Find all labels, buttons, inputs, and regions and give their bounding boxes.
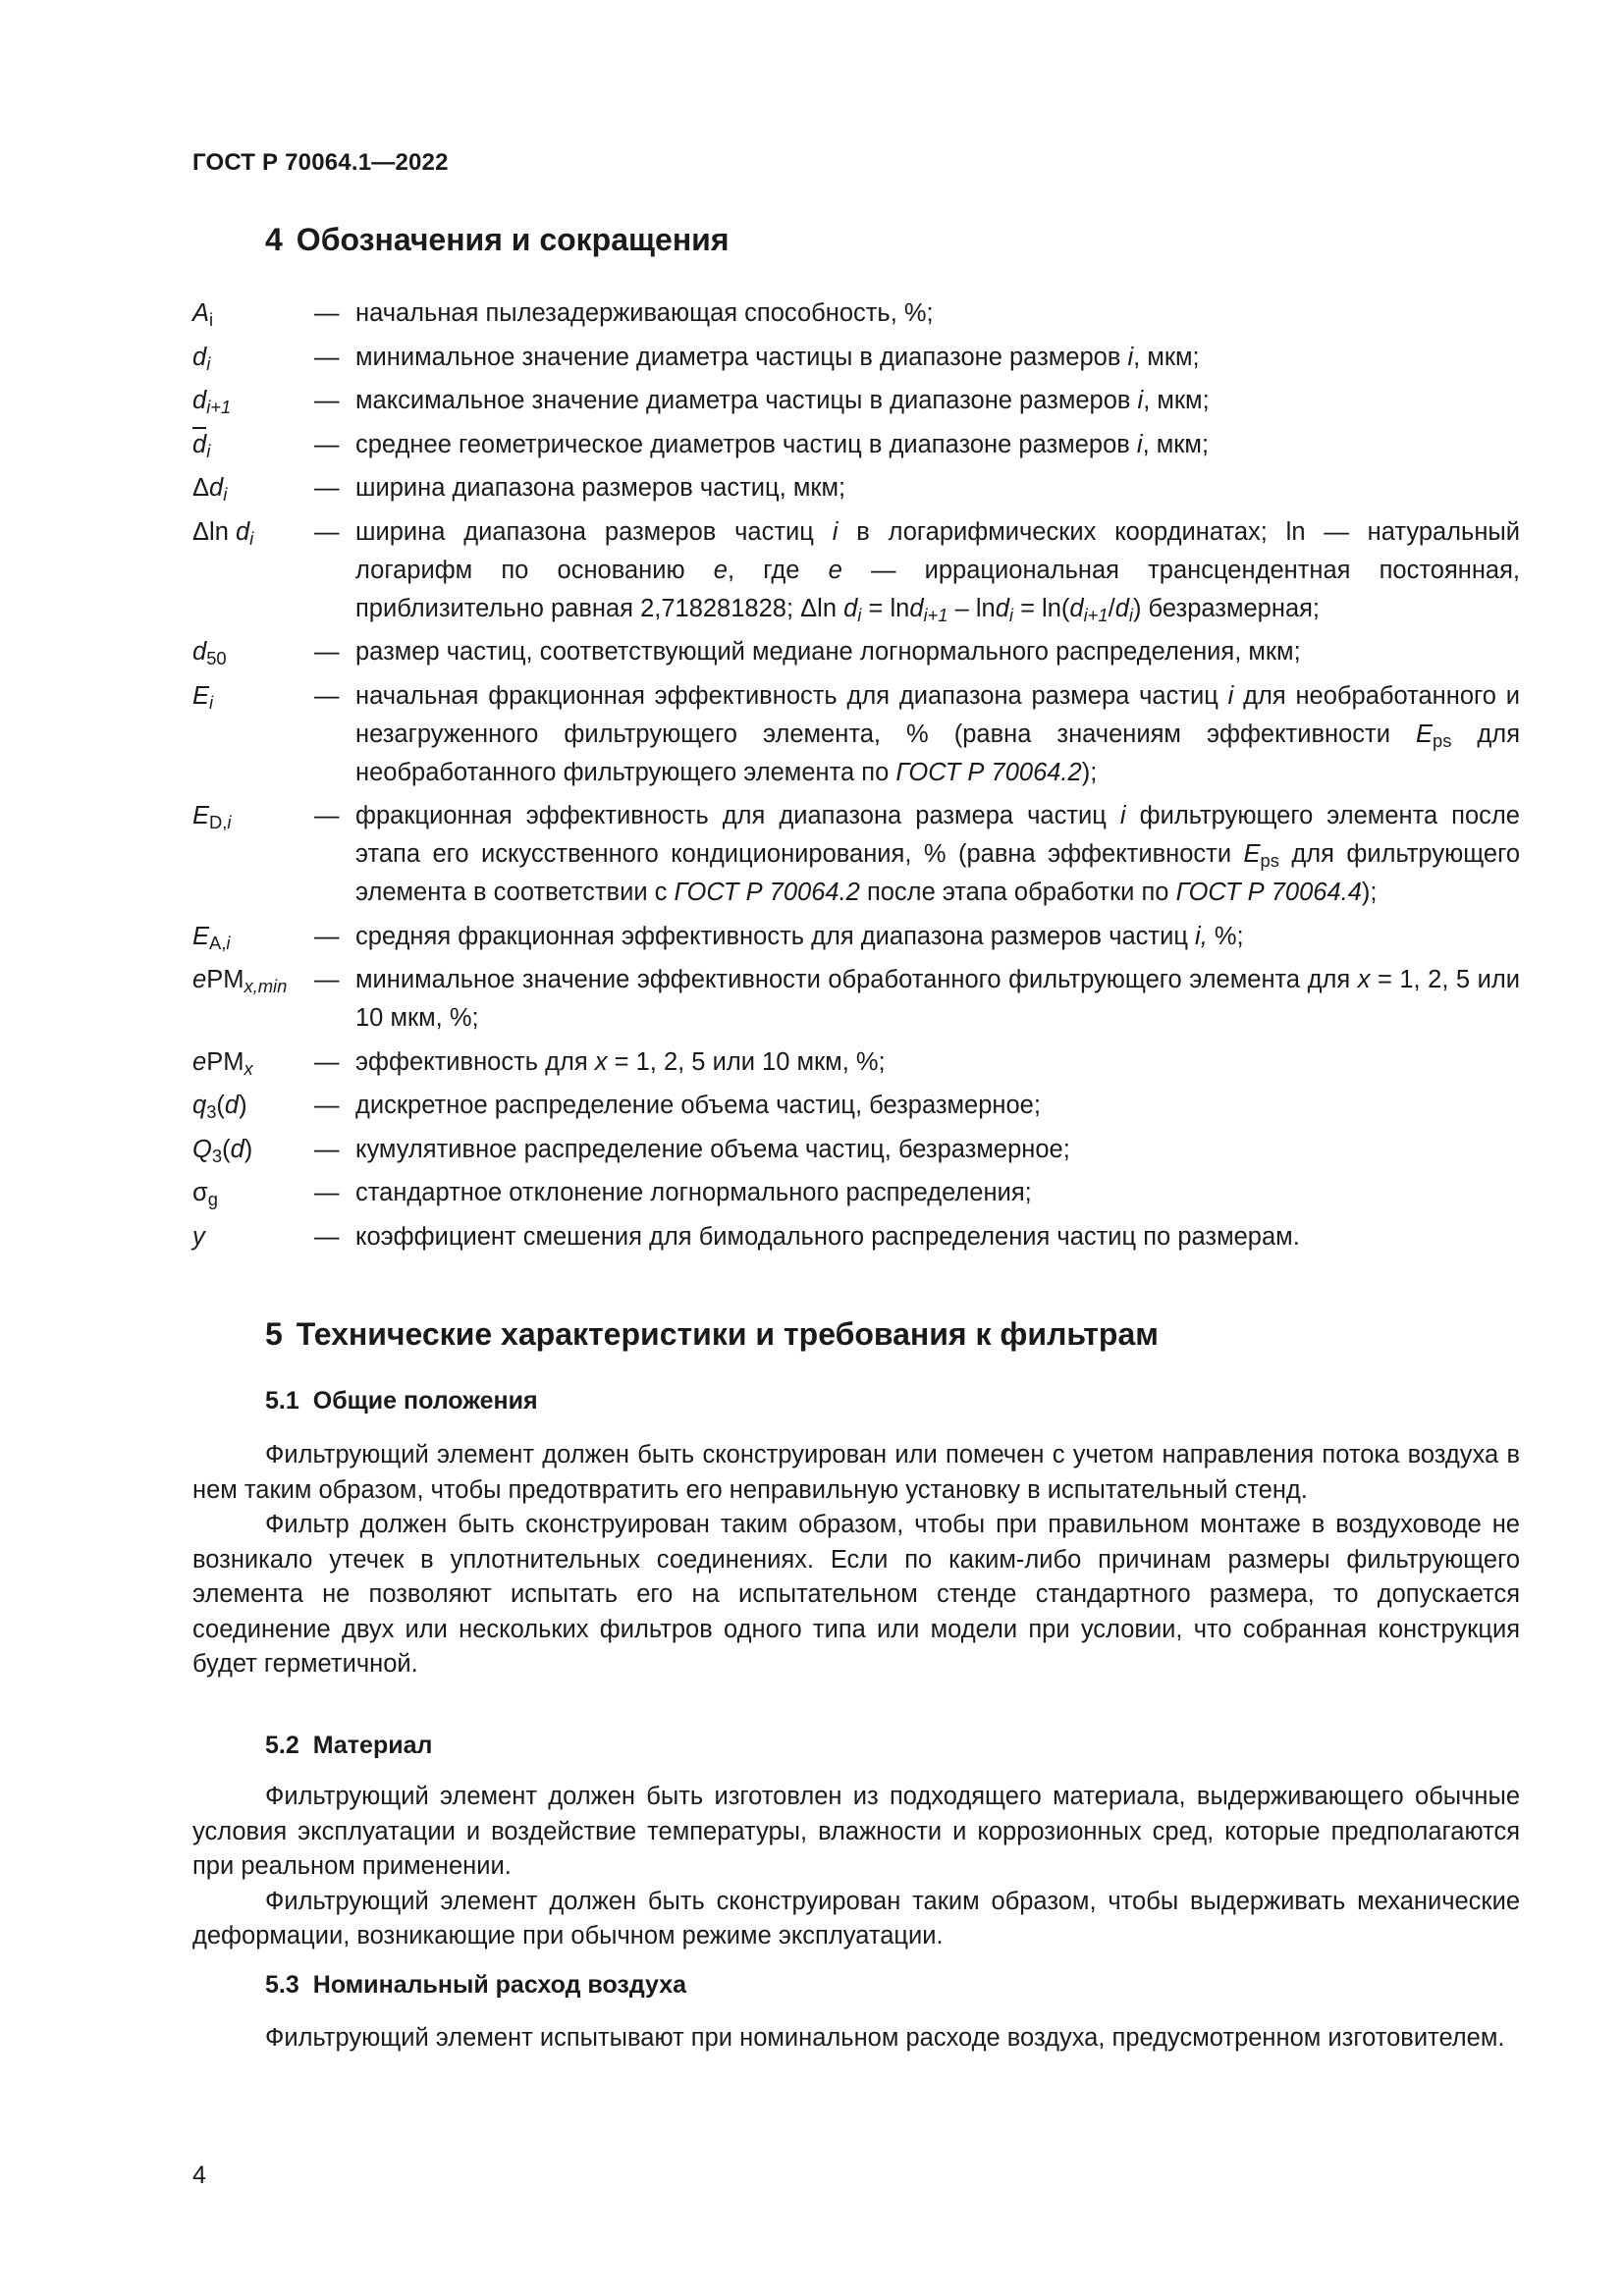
symbol: $d_{i+1}$ [192, 387, 232, 418]
symbol-row-q3 [192, 1087, 1520, 1125]
symbol: $q_3(d)$ [192, 1092, 247, 1123]
definition: эффективность для x = 1, 2, 5 или 10 мкм, %; [355, 1047, 886, 1076]
subsection-number: 5.3 [265, 1971, 299, 1999]
dash: — [314, 1135, 340, 1163]
subsection-title: Материал [312, 1732, 433, 1759]
definition: максимальное значение диаметра частицы в диапазоне размеров i, мкм; [355, 387, 1210, 414]
section-title: Технические характеристики и требования к фильтрам [296, 1316, 1159, 1352]
subsection-5-3-heading [265, 1971, 686, 2000]
symbol-row-Ai [192, 294, 1520, 333]
symbol: $Q_3(d)$ [192, 1135, 253, 1166]
symbol: y [192, 1222, 205, 1251]
paragraph: Фильтрующий элемент должен быть изготовлен из подходящего материала, выдерживающего обычные условия эксплуатации и воздействие температуры, влажности и коррозионных сред, которые предполагаются при реальном применении. [192, 1783, 1520, 1880]
definition: кумулятивное распределение объема частиц, безразмерное; [355, 1135, 1070, 1163]
subsection-number: 5.2 [265, 1732, 299, 1759]
symbol-row-Ei [192, 677, 1520, 792]
dash: — [314, 638, 340, 666]
definition: размер частиц, соответствующий медиане логнормального распределения, мкм; [355, 638, 1301, 666]
symbol: $\sigma_g$ [192, 1179, 218, 1210]
symbol: $d_i$ [192, 343, 211, 374]
section-number: 5 [265, 1316, 283, 1352]
symbol-row-Q3 [192, 1131, 1520, 1169]
symbol-row-sigma [192, 1174, 1520, 1212]
definition: коэффициент смешения для бимодального распределения частиц по размерам. [355, 1222, 1300, 1251]
symbol-row-di1 [192, 382, 1520, 420]
definition: минимальное значение эффективности обработанного фильтрующего элемента для x = 1, 2, 5 или 10 мкм, %; [355, 966, 1520, 1032]
paragraph: Фильтр должен быть сконструирован таким образом, чтобы при правильном монтаже в воздуховоде не возникало утечек в уплотнительных соединениях. Если по каким-либо причинам размеры фильтрующего элемента не позволяют испытать его на испытательном стенде стандартного размера, то допускается соединение двух или нескольких фильтров одного типа или модели при условии, что собранная конструкция будет герметичной. [192, 1511, 1520, 1678]
symbols-list [192, 294, 1520, 1256]
paragraph: Фильтрующий элемент должен быть сконструирован таким образом, чтобы выдерживать механические деформации, возникающие при обычном режиме эксплуатации. [192, 1887, 1520, 1949]
subsection-5-3-body [192, 2021, 1520, 2056]
definition: среднее геометрическое диаметров частиц в диапазоне размеров i, мкм; [355, 430, 1210, 458]
symbol-row-delta-ln [192, 513, 1520, 628]
definition: средняя фракционная эффективность для диапазона размеров частиц i, %; [355, 922, 1244, 950]
section-4-heading [265, 222, 729, 258]
definition: минимальное значение диаметра частицы в диапазоне размеров i, мкм; [355, 343, 1200, 371]
dash: — [314, 1179, 340, 1206]
symbol-row-delta-d [192, 469, 1520, 507]
subsection-5-2-body [192, 1780, 1520, 1954]
symbol: $E_{A,i}$ [192, 922, 231, 953]
symbol-row-y [192, 1218, 1520, 1256]
section-5-heading [265, 1316, 1159, 1353]
dash: — [314, 299, 340, 327]
dash: — [314, 1092, 340, 1119]
subsection-title: Номинальный расход воздуха [312, 1971, 687, 1999]
symbol: $d_{50}$ [192, 638, 227, 669]
definition: ширина диапазона размеров частиц i в логарифмических координатах; ln — натуральный логарифм по основанию e, где e — иррациональная трансцендентная постоянная, приблизительно равная 2,718281828; Δln $d_i = \ln d_{i+1} - \ln d_i = \ln(d_{i+1}/d_i)$ безразмерная; [355, 517, 1520, 625]
dash: — [314, 387, 340, 414]
symbol-row-EAi [192, 918, 1520, 956]
definition: начальная пылезадерживающая способность, %; [355, 299, 934, 327]
dash: — [314, 802, 340, 829]
paragraph: Фильтрующий элемент должен быть сконструирован или помечен с учетом направления потока воздуха в нем таким образом, чтобы предотвратить его неправильную установку в испытательный стенд. [192, 1441, 1520, 1504]
symbol: ePM$_x$ [192, 1047, 253, 1079]
definition: начальная фракционная эффективность для диапазона размера частиц i для необработанного и незагруженного фильтрующего элемента, % (равна значениям эффективности $E_{ps}$ для необработанного фильтрующего элемента по ГОСТ Р 70064.2); [355, 681, 1520, 786]
paragraph: Фильтрующий элемент испытывают при номинальном расходе воздуха, предусмотренном изготовителем. [265, 2024, 1505, 2052]
symbol: $d_i$ [192, 426, 314, 464]
definition: дискретное распределение объема частиц, безразмерное; [355, 1092, 1041, 1119]
dash: — [314, 681, 340, 710]
section-number: 4 [265, 222, 283, 257]
dash: — [314, 1047, 340, 1076]
definition: ширина диапазона размеров частиц, мкм; [355, 474, 846, 502]
symbol: $E_i$ [192, 681, 214, 713]
symbol: $\Delta d_i$ [192, 474, 228, 506]
dash: — [314, 343, 340, 371]
dash: — [314, 922, 340, 950]
symbol-row-dbar [192, 426, 1520, 464]
subsection-5-2-heading [265, 1732, 432, 1760]
symbol: Δln $d_i$ [192, 517, 254, 549]
definition: фракционная эффективность для диапазона размера частиц i фильтрующего элемента после этапа его искусственного кондиционирования, % (равна эффективности $E_{ps}$ для фильтрующего элемента в соответствии с ГОСТ Р 70064.2 после этапа обработки по ГОСТ Р 70064.4); [355, 802, 1521, 906]
dash: — [314, 430, 340, 458]
symbol: $A_i$ [192, 299, 214, 331]
subsection-5-1-body [192, 1438, 1520, 1682]
page-number: 4 [192, 2162, 206, 2189]
symbol-row-EDi [192, 797, 1520, 912]
dash: — [314, 517, 340, 546]
symbol-row-di [192, 339, 1520, 377]
dash: — [314, 474, 340, 502]
subsection-title: Общие положения [312, 1387, 538, 1415]
symbol-row-ePMmin [192, 961, 1520, 1038]
dash: — [314, 1222, 340, 1251]
definition: стандартное отклонение логнормального распределения; [355, 1179, 1032, 1206]
symbol: ePM$_{x,min}$ [192, 966, 288, 997]
subsection-5-1-heading [265, 1387, 538, 1415]
subsection-number: 5.1 [265, 1387, 299, 1415]
document-code: ГОСТ Р 70064.1—2022 [192, 149, 449, 176]
symbol-row-d50 [192, 633, 1520, 671]
section-title: Обозначения и сокращения [296, 222, 730, 257]
symbol: $E_{D,i}$ [192, 802, 232, 833]
dash: — [314, 966, 340, 993]
symbol-row-ePMx [192, 1043, 1520, 1082]
